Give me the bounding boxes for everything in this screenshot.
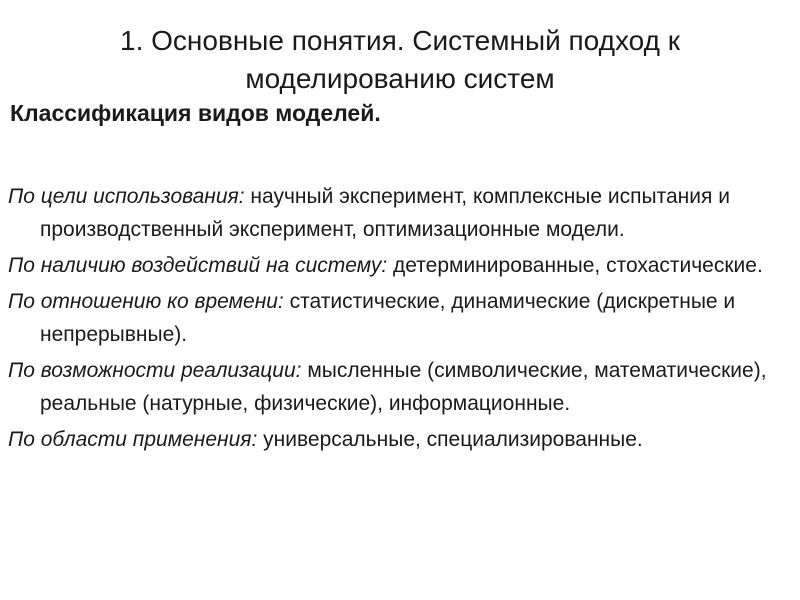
list-item [8, 354, 788, 420]
item-text: детерминированные, стохастические. [387, 254, 763, 277]
list-item [8, 249, 788, 282]
item-text: статистические, динамические (дискретные и непрерывные). [40, 290, 736, 346]
slide-title: 1. Основные понятия. Системный подход к моделированию систем [120, 25, 680, 94]
item-criterion: По возможности реализации: [8, 359, 302, 382]
slide-subtitle: Классификация видов моделей. [10, 100, 381, 126]
item-criterion: По цели использования: [8, 185, 245, 208]
list-item [8, 423, 788, 456]
item-criterion: По области применения: [8, 428, 258, 451]
item-text: научный эксперимент, комплексные испытания и производственный эксперимент, оптимизационные модели. [40, 185, 730, 241]
classification-list [8, 180, 788, 459]
item-criterion: По наличию воздействий на систему: [8, 254, 388, 277]
list-item [8, 285, 788, 351]
list-item [8, 180, 788, 246]
item-criterion: По отношению ко времени: [8, 290, 284, 313]
item-text: мысленные (символические, математические), реальные (натурные, физические), информационные. [40, 359, 767, 415]
item-text: универсальные, специализированные. [257, 428, 643, 451]
